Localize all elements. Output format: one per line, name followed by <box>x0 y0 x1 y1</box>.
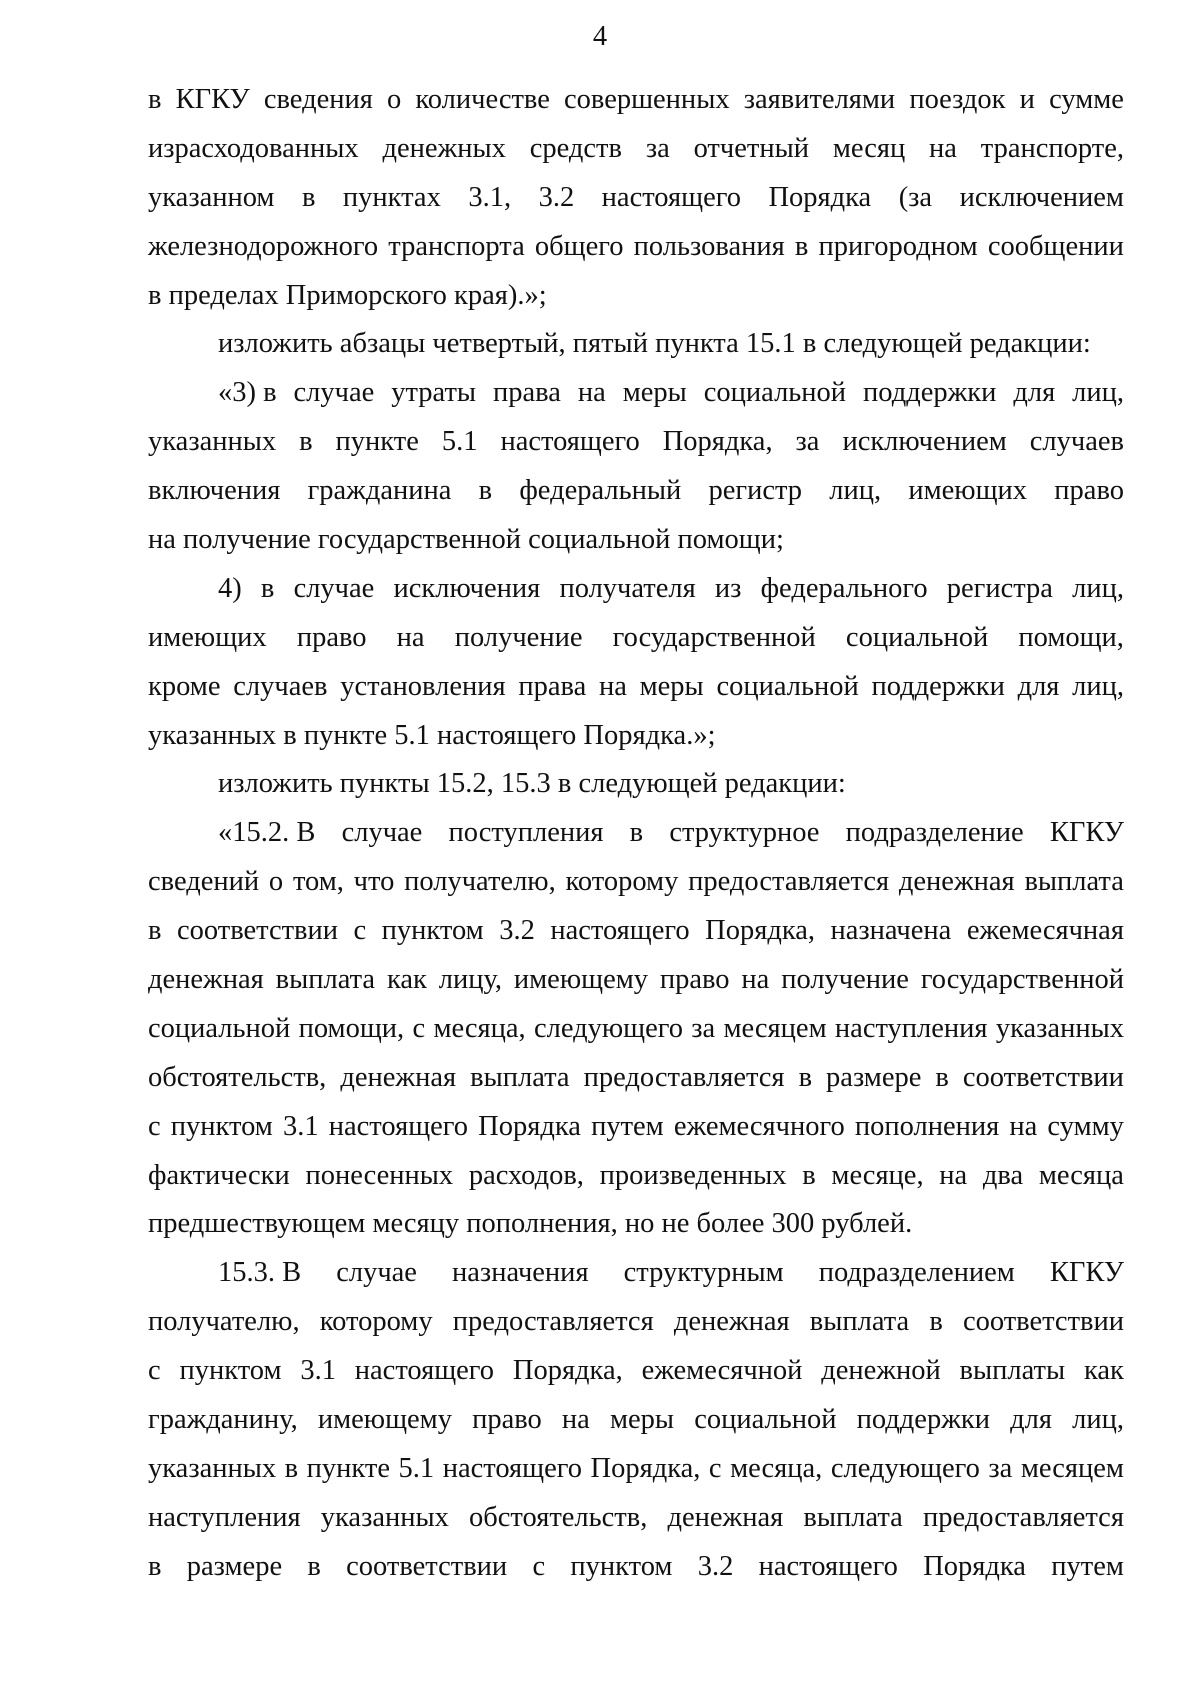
text-line <box>148 125 1124 174</box>
word: в <box>935 1061 949 1093</box>
word: в <box>148 1550 162 1582</box>
word: в <box>260 572 275 604</box>
word: на <box>598 670 627 702</box>
text-line <box>148 956 1124 1005</box>
word: социальной <box>148 1012 291 1044</box>
word: с <box>148 1110 161 1142</box>
word: пригородном <box>818 230 978 262</box>
word: денежная <box>898 866 1015 898</box>
word: настоящего <box>354 1355 495 1387</box>
word: Порядка, <box>590 1452 701 1484</box>
word: Порядка <box>768 181 872 213</box>
word: 15.3. В <box>218 1257 302 1289</box>
word: права <box>518 670 587 702</box>
word: случае <box>293 572 375 604</box>
word: исключением <box>959 181 1124 213</box>
word: лиц, <box>1072 572 1124 604</box>
word: настоящего <box>758 1550 898 1582</box>
word: 3.1 <box>300 1355 336 1387</box>
word: 3.2 <box>499 915 535 947</box>
text-line <box>148 1298 1124 1347</box>
word: для <box>1013 377 1056 409</box>
word: пользования <box>633 230 785 262</box>
text-line: указанных в пункте 5.1 настоящего Порядка.»; <box>148 719 716 751</box>
word: пополнения <box>854 1110 1000 1142</box>
word: ежемесячной <box>641 1355 803 1387</box>
word: средств <box>529 132 622 164</box>
word: железнодорожного <box>148 230 379 262</box>
word: случае <box>336 1257 417 1289</box>
word: предоставляется <box>583 1061 785 1093</box>
word: с <box>532 1550 546 1582</box>
word: лицу, <box>438 964 503 996</box>
word: федеральный <box>519 475 682 507</box>
word: пунктом <box>570 1550 673 1582</box>
word: в <box>629 817 644 849</box>
word: право <box>659 964 730 996</box>
word: сумме <box>1049 84 1124 115</box>
word: соответствии <box>346 1550 508 1582</box>
word: сообщении <box>987 230 1124 262</box>
word: получение <box>781 964 909 996</box>
word: с <box>148 1355 161 1387</box>
word: за <box>645 132 670 164</box>
word: лиц, <box>1072 670 1124 702</box>
word: настоящего <box>500 426 640 458</box>
word: получателю, <box>404 866 556 898</box>
word: с <box>412 1012 426 1044</box>
word: сведений <box>148 866 260 898</box>
word: ежемесячного <box>673 1110 845 1142</box>
text-line: изложить пункты 15.2, 15.3 в следующей редакции: <box>218 768 846 800</box>
word: том, <box>292 866 344 898</box>
text-line <box>148 418 1124 467</box>
word: за <box>691 1012 716 1044</box>
word: право <box>296 621 367 653</box>
word: гражданина <box>307 475 452 507</box>
word: о <box>268 866 284 898</box>
word: сумму <box>1047 1110 1124 1142</box>
word: пункте <box>306 1452 390 1484</box>
word: КГКУ <box>1049 1257 1124 1289</box>
word: обстоятельств, <box>469 1501 648 1533</box>
text-line <box>148 1054 1124 1103</box>
word: право <box>1054 475 1124 507</box>
word: случае <box>341 817 423 849</box>
text-line <box>148 174 1124 223</box>
word: общего <box>534 230 624 262</box>
word: установления <box>340 670 506 702</box>
word: предоставляется <box>452 1306 654 1338</box>
word: в <box>301 181 316 213</box>
word: количестве <box>415 84 550 115</box>
word: право <box>472 1404 542 1436</box>
word: социальной <box>694 1404 837 1436</box>
text-line: в пределах Приморского края).»; <box>148 279 547 311</box>
word: наступления <box>148 1501 301 1533</box>
word: настоящего <box>601 181 741 213</box>
word: за <box>988 1452 1013 1484</box>
word: из <box>714 572 742 604</box>
word: о <box>386 84 402 115</box>
word: 5.1 <box>398 1452 435 1484</box>
word: меры <box>609 1404 675 1436</box>
word: размере <box>826 1061 922 1093</box>
word: в <box>148 84 162 115</box>
word: поддержки <box>871 670 1005 702</box>
word: с <box>353 915 367 947</box>
text-line <box>148 858 1124 907</box>
word: месяцем <box>1020 1452 1124 1484</box>
word: два <box>982 1159 1024 1191</box>
word: настоящего <box>550 915 690 947</box>
word: на <box>396 621 425 653</box>
word: следующего <box>533 1012 683 1044</box>
word: сведения <box>263 84 373 115</box>
word: соответствии <box>176 915 339 947</box>
word: расходов, <box>468 1159 584 1191</box>
text-line <box>148 1396 1124 1445</box>
word: как <box>386 964 427 996</box>
word: транспорте, <box>980 132 1124 164</box>
word: соответствии <box>962 1061 1124 1093</box>
word: израсходованных <box>148 132 359 164</box>
word: настоящего <box>442 1452 582 1484</box>
word: на <box>929 132 957 164</box>
word: выплата <box>809 1306 910 1338</box>
word: месяца, <box>433 1012 526 1044</box>
word: как <box>1083 1355 1124 1387</box>
word: Порядка <box>478 1110 581 1142</box>
word: поступления <box>448 817 604 849</box>
text-line <box>148 1445 1124 1494</box>
word: Порядка, <box>512 1355 623 1387</box>
word: поездок <box>909 84 1006 115</box>
word: на <box>561 1404 590 1436</box>
word: месяцем <box>723 1012 827 1044</box>
word: случаев <box>233 670 328 702</box>
word: выплата <box>1024 866 1124 898</box>
word: на <box>1009 1110 1038 1142</box>
word: лиц, <box>829 475 882 507</box>
text-line: изложить абзацы четвертый, пятый пункта 15.1 в следующей редакции: <box>218 328 1091 360</box>
word: КГКУ <box>1049 817 1124 849</box>
word: обстоятельств, <box>148 1061 327 1093</box>
text-line <box>148 76 1124 125</box>
word: совершенных <box>564 84 730 115</box>
word: путем <box>1051 1550 1124 1582</box>
word: пунктом <box>170 1110 273 1142</box>
word: 3.1 <box>282 1110 319 1142</box>
word: получателю, <box>148 1306 300 1338</box>
word: имеющих <box>908 475 1028 507</box>
word: соответствии <box>962 1306 1124 1338</box>
text-line <box>148 467 1124 516</box>
word: назначена <box>830 915 952 947</box>
word: (за <box>898 181 933 213</box>
word: на <box>577 377 606 409</box>
word: структурное <box>669 817 820 849</box>
word: 4) <box>218 572 242 604</box>
word: следующего <box>830 1452 980 1484</box>
word: поддержки <box>863 377 997 409</box>
word: кроме <box>148 670 221 702</box>
word: на <box>741 964 770 996</box>
word: денежная <box>667 1501 784 1533</box>
word: и <box>1019 84 1035 115</box>
word: месяца <box>1038 1159 1124 1191</box>
word: КГКУ <box>175 84 250 115</box>
word: регистр <box>708 475 803 507</box>
word: денежная <box>340 1061 457 1093</box>
word: гражданину, <box>148 1404 298 1436</box>
word: указанном <box>148 181 275 213</box>
word: указанных <box>320 1501 449 1533</box>
word: в <box>478 475 493 507</box>
word: заявителями <box>743 84 896 115</box>
word: в <box>299 426 313 458</box>
word: меры <box>639 670 704 702</box>
word: имеющему <box>513 964 648 996</box>
word: подразделением <box>818 1257 1015 1289</box>
word: в <box>307 1550 321 1582</box>
word: понесенных <box>305 1159 454 1191</box>
word: в <box>284 1452 299 1484</box>
word: 3.2 <box>697 1550 734 1582</box>
word: помощи, <box>298 1012 405 1044</box>
text-line <box>148 1249 1124 1298</box>
text-line <box>148 1347 1124 1396</box>
word: денежных <box>382 132 506 164</box>
word: месяца, <box>730 1452 823 1484</box>
word: фактически <box>148 1159 290 1191</box>
word: отчетный <box>693 132 809 164</box>
word: случае <box>293 377 375 409</box>
word: утраты <box>391 377 477 409</box>
word: получение <box>454 621 583 653</box>
word: месяце, <box>831 1159 924 1191</box>
word: 3.2 <box>538 181 575 213</box>
text-line <box>148 1005 1124 1054</box>
text-line <box>148 1103 1124 1152</box>
text-line <box>148 1494 1124 1543</box>
word: в <box>802 1159 816 1191</box>
word: помощи, <box>1018 621 1124 653</box>
word: в <box>794 230 809 262</box>
word: «3) в <box>218 377 277 409</box>
word: денежная <box>673 1306 790 1338</box>
word: 5.1 <box>441 426 478 458</box>
word: меры <box>622 377 687 409</box>
body-text <box>148 76 1124 1592</box>
word: выплата <box>275 964 376 996</box>
text-line: на получение государственной социальной помощи; <box>148 524 784 556</box>
word: размере <box>186 1550 283 1582</box>
word: структурным <box>623 1257 784 1289</box>
word: включения <box>148 475 281 507</box>
word: выплата <box>470 1061 570 1093</box>
word: «15.2. В <box>218 817 316 849</box>
word: Порядка, <box>662 426 773 458</box>
word: федерального <box>760 572 928 604</box>
word: указанных <box>148 1452 277 1484</box>
word: социальной <box>703 377 847 409</box>
word: исключения <box>393 572 541 604</box>
text-line <box>148 809 1124 858</box>
word: которому <box>319 1306 433 1338</box>
word: что <box>353 866 395 898</box>
word: пункте <box>335 426 419 458</box>
text-line <box>148 1152 1124 1201</box>
word: Порядка, <box>705 915 816 947</box>
word: транспорта <box>388 230 525 262</box>
word: пунктом <box>179 1355 282 1387</box>
word: государственной <box>920 964 1124 996</box>
word: права <box>493 377 561 409</box>
word: предоставляется <box>688 866 890 898</box>
text-line <box>148 565 1124 614</box>
word: лиц, <box>1072 1404 1124 1436</box>
word: за <box>795 426 820 458</box>
word: исключением <box>842 426 1007 458</box>
word: указанных <box>148 426 277 458</box>
word: 3.1, <box>468 181 512 213</box>
word: подразделение <box>845 817 1024 849</box>
page-number: 4 <box>592 21 608 52</box>
text-line: предшествующем месяцу пополнения, но не более 300 рублей. <box>148 1208 913 1240</box>
word: в <box>929 1306 943 1338</box>
word: указанных <box>995 1012 1124 1044</box>
word: пунктах <box>342 181 441 213</box>
word: социальной <box>716 670 859 702</box>
text-line <box>148 369 1124 418</box>
word: Порядка <box>923 1550 1026 1582</box>
word: имеющему <box>317 1404 452 1436</box>
word: с <box>708 1452 722 1484</box>
word: путем <box>591 1110 664 1142</box>
word: социальной <box>845 621 989 653</box>
word: которому <box>565 866 679 898</box>
word: получателя <box>559 572 696 604</box>
word: денежная <box>148 964 264 996</box>
text-line <box>148 223 1124 272</box>
word: имеющих <box>148 621 267 653</box>
word: настоящего <box>328 1110 469 1142</box>
word: пунктом <box>381 915 484 947</box>
word: предоставляется <box>922 1501 1124 1533</box>
text-line <box>148 614 1124 663</box>
word: наступления <box>834 1012 988 1044</box>
word: для <box>1010 1404 1052 1436</box>
text-line <box>148 1543 1124 1592</box>
word: месяц <box>832 132 906 164</box>
word: в <box>148 915 162 947</box>
word: поддержки <box>856 1404 990 1436</box>
word: государственной <box>612 621 816 653</box>
word: выплата <box>803 1501 903 1533</box>
word: выплаты <box>959 1355 1066 1387</box>
text-line <box>148 907 1124 956</box>
word: на <box>939 1159 968 1191</box>
word: произведенных <box>599 1159 787 1191</box>
word: регистра <box>946 572 1053 604</box>
word: лиц, <box>1072 377 1124 409</box>
word: для <box>1017 670 1060 702</box>
word: ежемесячная <box>966 915 1124 947</box>
word: денежной <box>821 1355 941 1387</box>
text-line <box>148 663 1124 712</box>
word: случаев <box>1029 426 1124 458</box>
word: назначения <box>452 1257 589 1289</box>
word: в <box>798 1061 813 1093</box>
